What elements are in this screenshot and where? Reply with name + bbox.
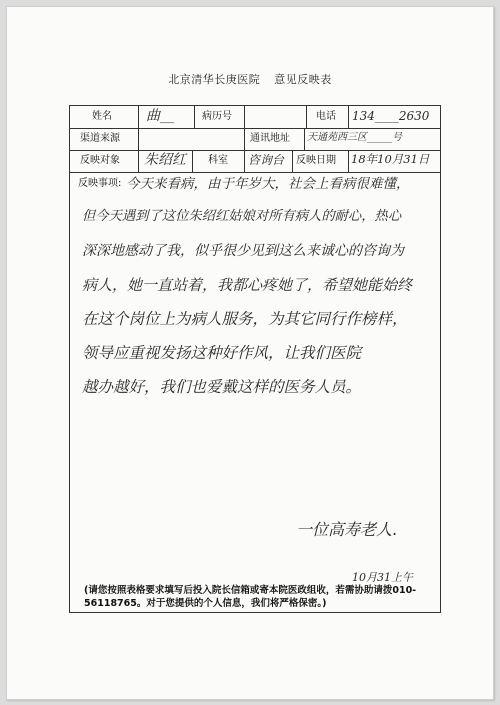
name-label: 姓名 — [92, 111, 112, 122]
col-divider — [194, 106, 195, 128]
matter-label: 反映事项: — [78, 178, 122, 189]
feedback-table — [69, 105, 441, 613]
row-divider — [70, 150, 440, 151]
col-divider — [244, 106, 245, 128]
col-divider — [292, 150, 293, 172]
feedback-line: 但今天遇到了这位朱绍红姑娘对所有病人的耐心，热心 — [82, 209, 402, 224]
form-sheet — [6, 6, 494, 700]
form-title — [7, 71, 493, 87]
address-label: 通讯地址 — [250, 133, 290, 144]
address-value: 天通苑西三区_____号 — [307, 132, 402, 143]
date-value: 18年10月31日 — [351, 152, 430, 166]
col-divider — [306, 106, 307, 128]
phone-value: 134____2630 — [352, 109, 430, 123]
department-label: 科室 — [208, 155, 228, 166]
form-name: 意见反映表 — [274, 73, 332, 86]
name-value: 曲__ — [146, 108, 174, 124]
hospital-name: 北京清华长庚医院 — [168, 73, 261, 86]
record-no-label: 病历号 — [202, 111, 232, 122]
col-divider — [244, 128, 245, 150]
date-label: 反映日期 — [296, 155, 336, 166]
col-divider — [348, 150, 349, 172]
department-value: 咨询台 — [248, 153, 285, 167]
col-divider — [304, 128, 305, 150]
target-value: 朱绍红 — [144, 152, 186, 168]
col-divider — [138, 106, 139, 172]
feedback-line: 深深地感动了我，似乎很少见到这么来诚心的咨询为 — [82, 243, 404, 259]
row-divider — [70, 172, 440, 173]
feedback-line: 病人，她一直站着，我都心疼她了，希望她能始终 — [82, 276, 413, 294]
col-divider — [244, 150, 245, 172]
feedback-line: 领导应重视发扬这种好作风，让我们医院 — [82, 344, 362, 362]
target-label: 反映对象 — [80, 155, 120, 166]
sign-date: 10月31上午 — [352, 571, 413, 584]
feedback-line: 在这个岗位上为病人服务，为其它同行作榜样， — [82, 310, 408, 328]
phone-label: 电话 — [316, 111, 336, 122]
footer-note: (请您按照表格要求填写后投入院长信箱或寄本院医政组收，若需协助请拨010-56118765。对于您提供的个人信息，我们将严格保密。) — [84, 585, 417, 609]
feedback-line: 今天来看病，由于年岁大，社会上看病很难懂， — [126, 176, 410, 192]
feedback-line: 越办越好，我们也爱戴这样的医务人员。 — [82, 378, 362, 396]
col-divider — [348, 106, 349, 128]
row-divider — [70, 128, 440, 129]
source-label: 渠道来源 — [80, 133, 120, 144]
col-divider — [192, 150, 193, 172]
signature: 一位高寿老人. — [296, 520, 398, 539]
